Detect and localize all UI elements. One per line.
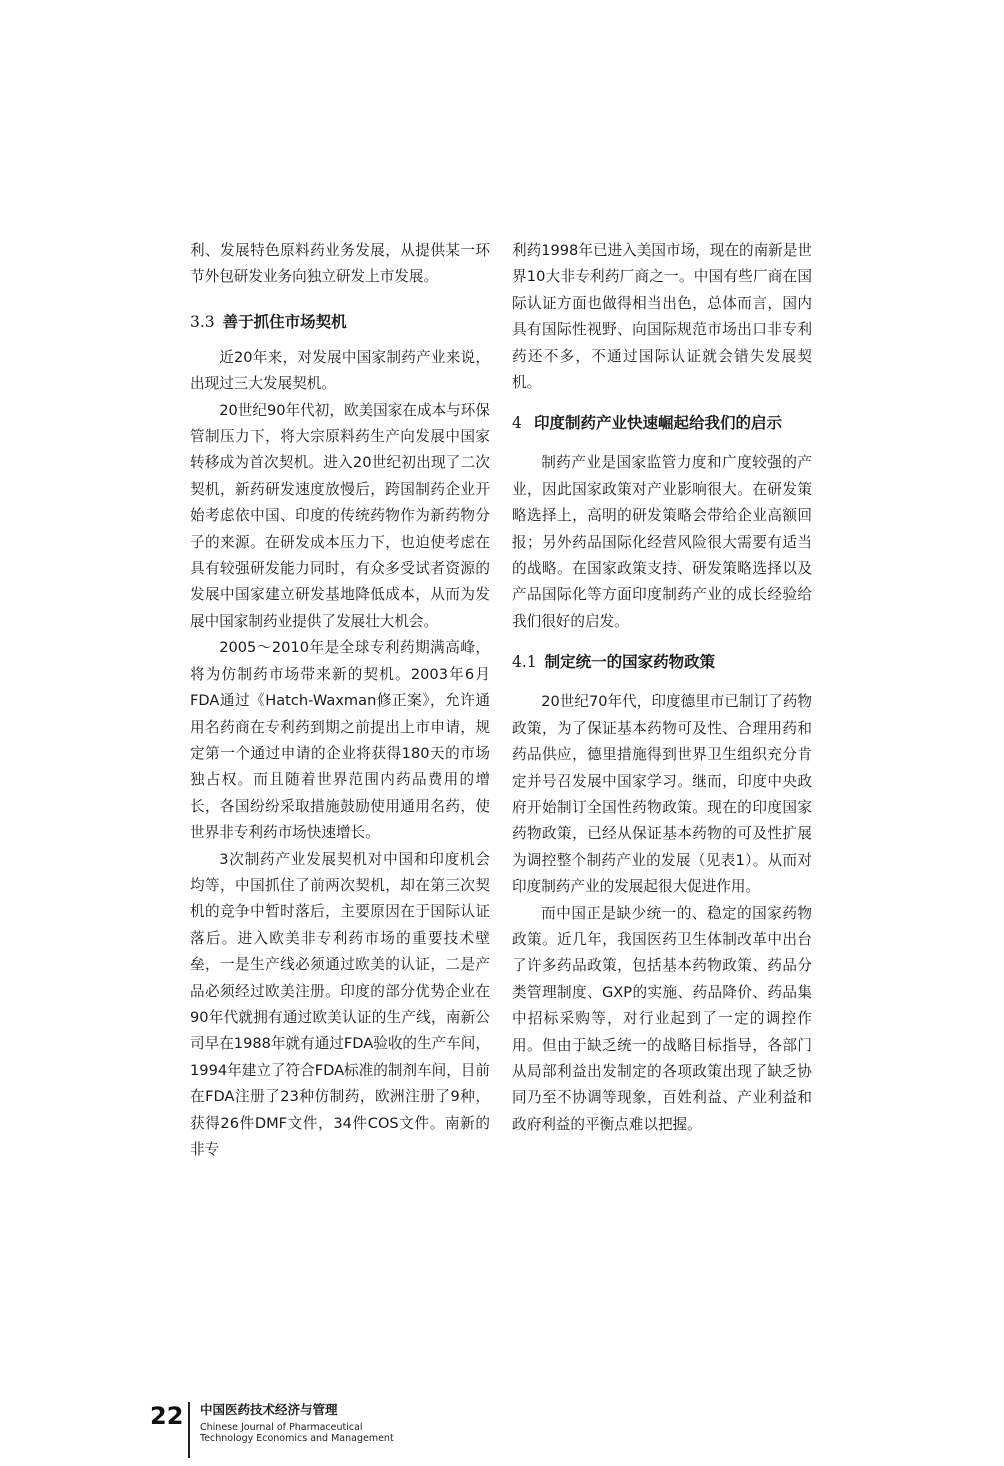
continued-paragraph: 利药1998年已进入美国市场，现在的南新是世界10大非专利药厂商之一。中国有些厂商在国际认证方面也做得相当出色，总体而言，国内具有国际性视野、向国际规范市场出口非专利药还不多，不通过国际认证就会错失发展契机。 [512,242,812,392]
journal-title-cn: 中国医药技术经济与管理 [200,1402,338,1417]
section-number: 3.3 [190,312,215,331]
footer-divider [188,1402,190,1458]
section-number: 4 [512,414,522,433]
paragraph: 3次制药产业发展契机对中国和印度机会均等，中国抓住了前两次契机，却在第三次契机的竞争中暂时落后，主要原因在于国际认证落后。进入欧美非专利药市场的重要技术壁垒，一是生产线必须通过欧美的认证，二是产品必须经过欧美注册。印度的部分优势企业在90年代就拥有通过欧美认证的生产线，南新公司早在1988年就有通过FDA验收的生产车间，1994年建立了符合FDA标准的制剂车间，目前在FDA注册了23种仿制药，欧洲注册了9种，获得26件DMF文件，34件COS文件。南新的非专 [190,850,490,1158]
page-number: 22 [150,1402,184,1430]
page-footer [150,1400,470,1460]
paragraph: 20世纪70年代，印度德里市已制订了药物政策，为了保证基本药物可及性、合理用药和药品供应，德里措施得到世界卫生组织充分肯定并号召发展中国家学习。继而，印度中央政府开始制订全国性药物政策。现在的印度国家药物政策，已经从保证基本药物的可及性扩展为调控整个制药产业的发展（见表1）。从而对印度制药产业的发展起很大促进作用。 [512,693,812,896]
section-title: 制定统一的国家药物政策 [544,653,716,672]
section-number: 4.1 [512,653,537,672]
section-heading-3-3 [190,309,490,335]
right-column [512,238,812,1138]
paragraph: 而中国正是缺少统一的、稳定的国家药物政策。近几年，我国医药卫生体制改革中出台了许多药品政策，包括基本药物政策、药品分类管理制度、GXP的实施、药品降价、药品集中招标采购等，对行业起到了一定的调控作用。但由于缺乏统一的战略目标指导，各部门从局部利益出发制定的各项政策出现了缺乏协同乃至不协调等现象，百姓利益、产业利益和政府利益的平衡点难以把握。 [512,904,812,1133]
paragraph: 制药产业是国家监管力度和广度较强的产业，因此国家政策对产业影响很大。在研发策略选择上，高明的研发策略会带给企业高额回报；另外药品国际化经营风险很大需要有适当的战略。在国家政策支持、研发策略选择以及产品国际化等方面印度制药产业的成长经验给我们很好的启发。 [512,454,812,630]
section-heading-4-1 [512,649,812,675]
section-title: 善于抓住市场契机 [222,312,347,331]
paragraph: 近20年来，对发展中国家制药产业来说，出现过三大发展契机。 [190,348,490,393]
section-heading-4 [512,410,812,436]
section-title: 印度制药产业快速崛起给我们的启示 [534,414,783,433]
paragraph: 20世纪90年代初，欧美国家在成本与环保管制压力下，将大宗原料药生产向发展中国家转移成为首次契机。进入20世纪初出现了二次契机，新药研发速度放慢后，跨国制药企业开始考虑依中国、印度的传统药物作为新药物分子的来源。在研发成本压力下，也迫使考虑在具有较强研发能力同时，有众多受试者资源的发展中国家建立研发基地降低成本，从而为发展中国家制药业提供了发展壮大机会。 [190,401,490,630]
left-column [190,238,490,1163]
journal-title-en-line1: Chinese Journal of Pharmaceutical [200,1422,363,1433]
paragraph: 2005～2010年是全球专利药期满高峰，将为仿制药市场带来新的契机。2003年6月FDA通过《Hatch-Waxman修正案》，允许通用名药商在专利药到期之前提出上市申请，规定第一个通过申请的企业将获得180天的市场独占权。而且随着世界范围内药品费用的增长，各国纷纷采取措施鼓励使用通用名药，使世界非专利药市场快速增长。 [190,639,490,842]
journal-title-en [200,1422,460,1444]
journal-title-en-line2: Technology Economics and Management [200,1433,394,1444]
continued-paragraph: 利、发展特色原料药业务发展，从提供某一环节外包研发业务向独立研发上市发展。 [190,242,490,286]
